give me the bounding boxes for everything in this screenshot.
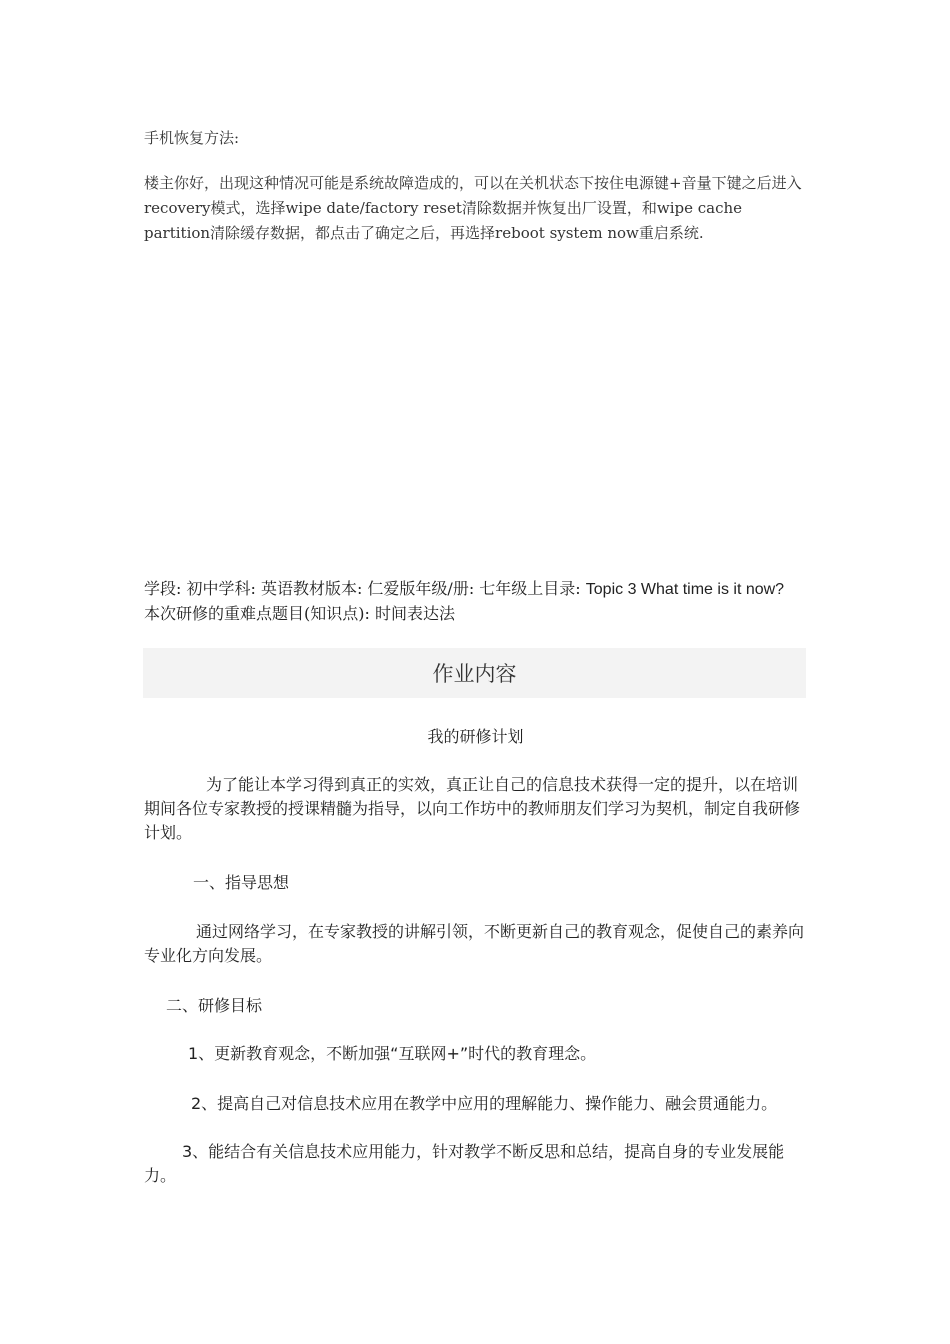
intro-paragraph: 为了能让本学习得到真正的实效，真正让自己的信息技术获得一定的提升，以在培训期间各位专家教授的授课精髓为指导，以向工作坊中的教师朋友们学习为契机，制定自我研修计划。	[144, 775, 801, 842]
lesson-meta-fields: 学段: 初中学科: 英语教材版本: 仁爱版年级/册: 七年级上目录:	[144, 579, 586, 598]
lesson-meta-line-1	[144, 577, 807, 602]
goal-item: 1、更新教育观念，不断加强“互联网+”时代的教育理念。	[188, 1044, 597, 1063]
plan-title: 我的研修计划	[427, 727, 524, 746]
goals-heading: 二、研修目标	[166, 996, 263, 1015]
lesson-meta-line-2: 本次研修的重难点题目(知识点): 时间表达法	[144, 604, 455, 623]
lesson-meta	[144, 577, 807, 626]
guiding-paragraph: 通过网络学习，在专家教授的讲解引领，不断更新自己的教育观念，促使自己的素养向专业化方向发展。	[144, 922, 805, 965]
goal-item: 3、能结合有关信息技术应用能力，针对教学不断反思和总结，提高自身的专业发展能力。	[144, 1142, 785, 1185]
guiding-heading: 一、指导思想	[193, 873, 290, 892]
goal-item: 2、提高自己对信息技术应用在教学中应用的理解能力、操作能力、融会贯通能力。	[191, 1094, 778, 1113]
lesson-topic: Topic 3 What time is it now?	[585, 581, 785, 598]
recovery-body: 楼主你好，出现这种情况可能是系统故障造成的，可以在关机状态下按住电源键+音量下键之后进入recovery模式，选择wipe date/factory reset清除数据并恢复出厂设置，和wipe cache partition清除缓存数据，都点击了确定之后，再选择reboot system now重启系统.	[144, 174, 802, 242]
homework-header: 作业内容	[143, 648, 806, 698]
recovery-title: 手机恢复方法:	[144, 129, 240, 147]
